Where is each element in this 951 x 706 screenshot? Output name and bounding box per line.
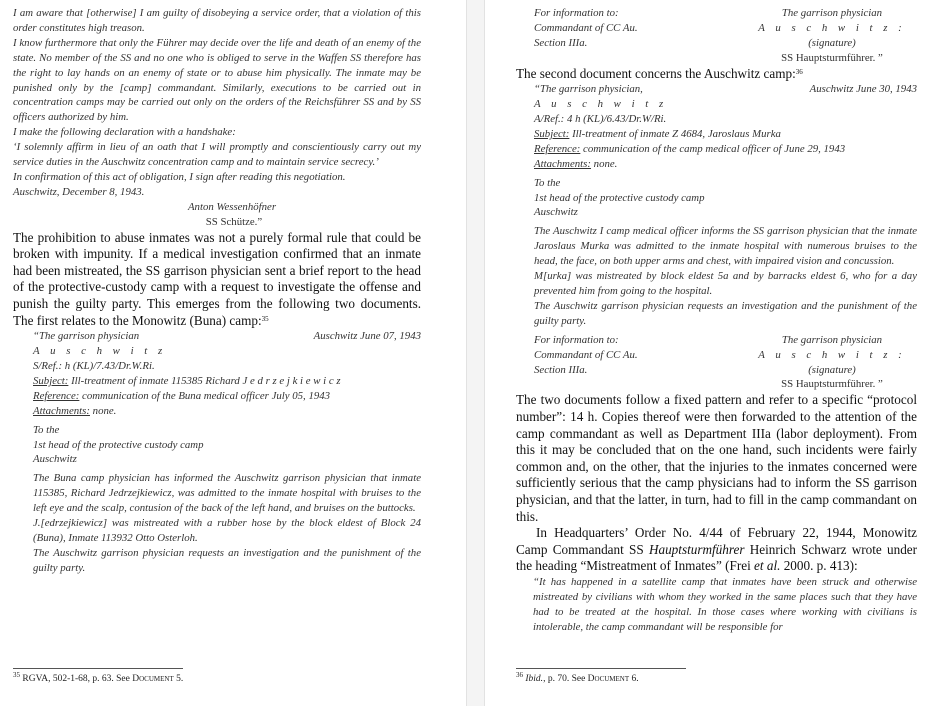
footnote-ibid: Ibid.	[525, 674, 544, 684]
body-paragraph	[516, 525, 917, 575]
footnote	[13, 671, 184, 684]
footnote-ref: 36	[795, 67, 803, 76]
doc-subject: Ill-treatment of inmate 115385 Richard J e d r z e j k i e w i c z	[68, 374, 341, 387]
pledge-line: I am aware that [otherwise] I am guilty of disobeying a service order, that a violation of this order constitutes high treason.	[13, 7, 421, 34]
section-label: Section IIIa.	[534, 36, 588, 49]
doc-place: A u s c h w i t z	[33, 345, 167, 358]
pledge-line: Auschwitz, December 8, 1943.	[13, 185, 145, 198]
body-text-italic: Hauptsturmführer	[648, 541, 745, 557]
doc-ref: A/Ref.: 4 h (KL)/6.43/Dr.W/Ri.	[534, 113, 667, 126]
to-line: To the	[33, 423, 60, 436]
pledge-line: In confirmation of this act of obligation, I sign after reading this negotiation.	[13, 170, 346, 183]
doc-date: Auschwitz June 07, 1943	[313, 330, 421, 343]
footnote-rule	[13, 668, 183, 669]
doc-date: Auschwitz June 30, 1943	[809, 83, 917, 96]
doc-reference: communication of the camp medical officer of June 29, 1943	[580, 142, 846, 155]
footnote-ref: 35	[261, 314, 269, 323]
footnote-text: , p. 70. See	[543, 674, 586, 684]
to-line: To the	[534, 176, 561, 189]
pledge-line: I know furthermore that only the Führer may decide over the life and death of an enemy of the state. No member of the SS and no one who is obliged to serve in the Waffen SS therefore has the right to lay hands on an enemy of state or to abuse him physically. The inmate may be punished only by the [camp] commandant. Similarly, executions to be carried out in concentration camps may be carried out only on the orders of the Reichsführer SS and by SS officers authorized by him.	[13, 36, 421, 124]
body-text: Heinrich Schwarz wrote under the heading “Mistreatment of Inmates” (Frei	[516, 541, 918, 574]
doc-text: J.[edrzejkiewicz] was mistreated with a rubber hose by the block eldest of Block 24 (Buna), Inmate 113932 Otto Osterloh.	[33, 517, 421, 544]
footnote	[516, 671, 639, 684]
left-page	[0, 0, 466, 706]
reference-label: Reference:	[534, 142, 581, 155]
body-text: The prohibition to abuse inmates was not a purely formal rule that could be broken with impunity. If a medical investigation confirmed that an inmate had been mistreated, the SS garrison physician sent a brief report to the head of the protective-custody camp with a request to investigate the offense and punish the guilty party. This emerges from the following two documents. The first relates to the Monowitz (Buna) camp:	[13, 229, 421, 328]
right-page	[483, 0, 951, 706]
doc-attachments: none.	[89, 404, 117, 417]
signature-block-1	[516, 6, 917, 66]
info-label: For information to:	[534, 7, 619, 19]
signature-label: (signature)	[808, 36, 856, 49]
body-paragraph: The two documents follow a fixed pattern and refer to a specific “protocol number”: 14 h. Copies thereof were then forwarded to the attention of the camp commandant as well as Department IIIa (labor deployment). From this it may be concluded that on the one hand, such incidents were fairly common and, on the other, that the injuries to the inmates concerned were sufficiently serious that the camp physicians had to inform the SS garrison physician, and that the latter, in turn, had to fill in the camp commandant on this.	[516, 392, 917, 524]
footnote-number: 36	[516, 671, 523, 679]
gp-label: The garrison physician	[781, 333, 883, 346]
doc-text: M[urka] was mistreated by block eldest 5a and by barracks eldest 6, who for a day prevented him from going to the hospital.	[534, 270, 917, 297]
rank-label: SS Hauptsturmführer. ”	[781, 51, 883, 64]
signer-name: Anton Wessenhöfner	[187, 200, 277, 213]
doc-from: “The garrison physician,	[534, 83, 643, 96]
document-2	[516, 82, 917, 392]
to-line: 1st head of the protective custody camp	[534, 191, 705, 204]
doc-reference: communication of the Buna medical officer July 05, 1943	[79, 389, 331, 402]
signer-rank: SS Schütze.”	[205, 215, 263, 228]
doc-place: A u s c h w i t z	[534, 98, 668, 111]
signature-label: (signature)	[808, 363, 856, 376]
to-line: Auschwitz	[534, 206, 578, 219]
document-1	[13, 329, 421, 576]
footnote-rule	[516, 668, 686, 669]
block-quote: “It has happened in a satellite camp that inmates have been struck and otherwise mistreated by civilians with whom they worked in the same places such that they have had to be treated at the hospital. In those cases where working with civilians is intolerable, the camp commandant will be responsible for	[533, 575, 917, 633]
footnote-doc-link: Document 6.	[587, 674, 639, 684]
section-label: Section IIIa.	[534, 363, 588, 376]
intro-2-text: The second document concerns the Auschwitz camp:	[516, 65, 796, 81]
rank-label: SS Hauptsturmführer. ”	[781, 378, 883, 391]
subject-label: Subject:	[33, 374, 69, 387]
footnote-text: RGVA, 502-1-68, p. 63. See	[22, 674, 130, 684]
subject-label: Subject:	[534, 127, 570, 140]
info-label: For information to:	[534, 333, 619, 346]
cc-label: Commandant of CC Au.	[534, 21, 638, 34]
doc-text: The Auschwitz I camp medical officer informs the SS garrison physician that the inmate Jaroslaus Murka was admitted to the inmate hospital with numerous bruises to the head, the face, on both upper arms and chest, with impaired vision and concussion.	[534, 225, 917, 268]
place-label: A u s c h w i t z :	[758, 348, 906, 361]
body-text-italic: et al.	[754, 558, 781, 574]
doc-ref: S/Ref.: h (KL)/7.43/Dr.W.Ri.	[33, 359, 155, 372]
pledge-line: I make the following declaration with a handshake:	[13, 126, 236, 139]
footnote-doc-link: Document 5.	[132, 674, 184, 684]
to-line: Auschwitz	[33, 453, 77, 466]
doc-text: The Auschwitz garrison physician requests an investigation and the punishment of the guilty party.	[33, 546, 421, 574]
pledge-line: ‘I solemnly affirm in lieu of an oath that I will promptly and conscientiously carry out my service duties in the Auschwitz concentration camp and to maintain service secrecy.’	[13, 141, 421, 169]
doc-text: The Auschwitz garrison physician requests an investigation and the punishment of the guilty party.	[534, 299, 917, 327]
body-text: 2000. p. 413):	[783, 558, 858, 574]
attachments-label: Attachments:	[534, 157, 591, 170]
doc-subject: Ill-treatment of inmate Z 4684, Jaroslaus Murka	[569, 127, 781, 140]
intro-2	[516, 66, 917, 83]
footnote-number: 35	[13, 671, 20, 679]
doc-from: “The garrison physician	[33, 330, 140, 343]
cc-label: Commandant of CC Au.	[534, 348, 638, 361]
body-paragraph	[13, 230, 421, 330]
to-line: 1st head of the protective custody camp	[33, 438, 204, 451]
gp-label: The garrison physician	[781, 7, 883, 19]
doc-text: The Buna camp physician has informed the Auschwitz garrison physician that inmate 115385, Richard Jedrzejkiewicz, was admitted to the inmate hospital with bruises to the left eye and the scalp, contusion of the back of the left hand, and bruises on the buttocks.	[33, 472, 421, 515]
place-label: A u s c h w i t z :	[758, 21, 906, 34]
body-text: In Headquarters’ Order No. 4/44 of February 22, 1944, Monowitz Camp Commandant SS	[516, 525, 917, 557]
attachments-label: Attachments:	[33, 404, 90, 417]
doc-attachments: none.	[590, 157, 618, 170]
reference-label: Reference:	[33, 389, 80, 402]
